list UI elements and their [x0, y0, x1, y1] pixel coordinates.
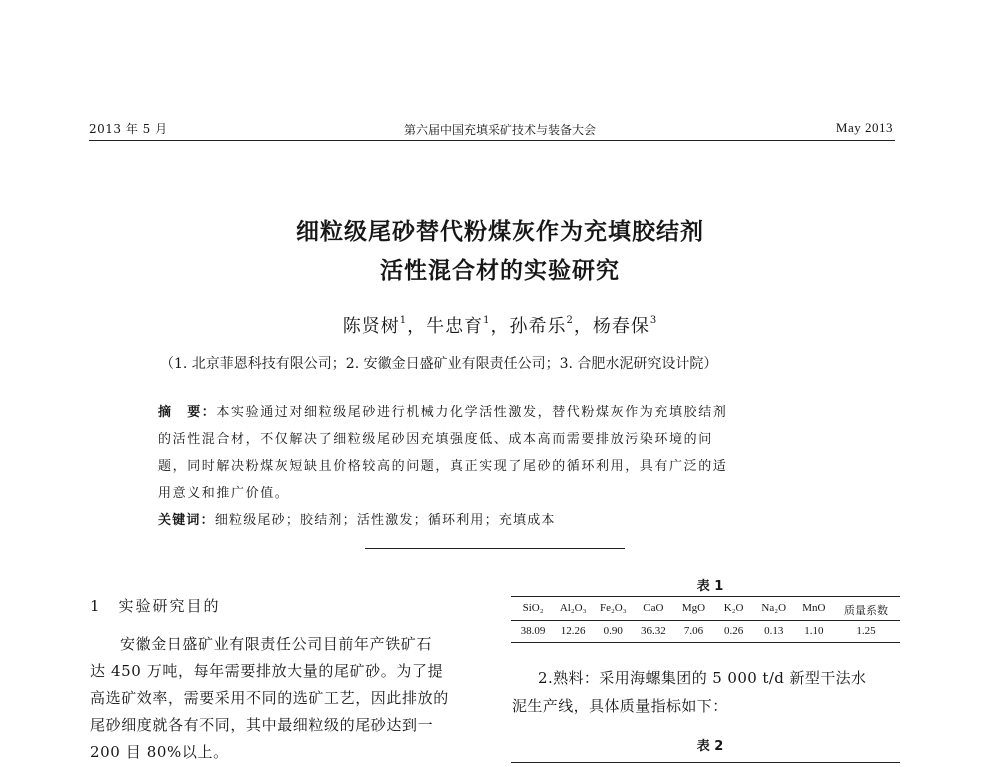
abstract-text: 本实验通过对细粒级尾砂进行机械力化学活性激发，替代粉煤灰作为充填胶结剂	[216, 405, 728, 420]
table1-value-cell: 7.06	[683, 625, 704, 637]
body-text-line: 安徽金日盛矿业有限责任公司目前年产铁矿石	[120, 635, 433, 653]
table1-header-cell: CaO	[643, 602, 664, 614]
author-name: 孙希乐	[509, 316, 567, 337]
body-text-line: 达 450 万吨，每年需要排放大量的尾矿砂。为了提	[90, 662, 444, 680]
table1-header-cell: MgO	[681, 602, 706, 614]
table1-value-cell: 0.13	[764, 625, 784, 637]
table1-header-cell: Fe₂O₃	[599, 602, 627, 614]
keywords-line	[158, 509, 556, 528]
table1-caption: 表 1	[696, 579, 724, 594]
table1-value-cell: 38.09	[520, 625, 546, 637]
abstract-separator	[365, 548, 625, 549]
body-text-line: 2.熟料：采用海螺集团的 5 000 t/d 新型干法水	[538, 669, 867, 687]
author-name: 杨春保	[592, 316, 650, 337]
author-list: 陈贤树$^1$，牛忠育$^1$，孙希乐$^2$，杨春保$^3$	[342, 315, 658, 337]
keywords-text: 细粒级尾砂；胶结剂；活性激发；循环利用；充填成本	[214, 513, 556, 528]
abstract-line	[158, 401, 727, 420]
author-affil-mark: 1	[483, 315, 491, 326]
table1-header-cell: MnO	[802, 602, 826, 614]
table1-value-cell: 36.32	[641, 625, 666, 637]
running-header-date-en: May 2013	[835, 120, 893, 135]
author-affil-mark: 2	[566, 315, 574, 326]
table2-top-rule	[511, 762, 900, 763]
keywords-label: 关键词：	[158, 513, 215, 528]
abstract-line: 题，同时解决粉煤灰短缺且价格较高的问题，真正实现了尾砂的循环利用，具有广泛的适	[158, 459, 728, 474]
table1-value-row	[513, 625, 898, 637]
running-header-conference: 第六届中国充填采矿技术与装备大会	[403, 123, 596, 137]
body-text-line: 泥生产线，具体质量指标如下：	[512, 697, 728, 715]
table1-value-cell: 1.25	[856, 625, 876, 637]
table1-mid-rule	[511, 620, 900, 621]
abstract-label: 摘 要：	[158, 405, 217, 420]
author-affil-mark: 1	[399, 315, 408, 326]
body-text-line: 尾砂细度就各有不同，其中最细粒级的尾砂达到一	[90, 716, 434, 734]
paper-title-line2: 活性混合材的实验研究	[380, 258, 620, 284]
table1-top-rule	[511, 596, 900, 597]
author-affil-mark: 3	[649, 315, 658, 326]
abstract-line: 用意义和推广价值。	[158, 486, 290, 501]
table1-header-row	[513, 602, 898, 618]
table2-caption: 表 2	[696, 739, 724, 754]
author-name: 牛忠育	[426, 316, 484, 337]
running-header-date: 2013 年 5 月	[89, 122, 168, 136]
table1-value-cell: 0.26	[723, 625, 744, 637]
section-heading: 1 实验研究目的	[90, 597, 221, 615]
header-rule	[89, 140, 895, 141]
table1-value-cell: 0.90	[603, 625, 623, 637]
table1-header-cell: 质量系数	[843, 605, 888, 617]
body-text-line: 高选矿效率，需要采用不同的选矿工艺，因此排放的	[90, 689, 449, 707]
body-text-line: 200 目 80%以上。	[90, 743, 229, 761]
table1-header-cell: Na₂O	[761, 602, 787, 614]
abstract-line: 的活性混合材，不仅解决了细粒级尾砂因充填强度低、成本高而需要排放污染环境的问	[158, 432, 713, 447]
table1-bottom-rule	[511, 642, 900, 643]
table1-header-cell: K₂O	[723, 602, 744, 614]
author-name: 陈贤树	[342, 316, 400, 337]
paper-title-line1: 细粒级尾砂替代粉煤灰作为充填胶结剂	[296, 219, 704, 245]
table1-value-cell: 12.26	[560, 625, 586, 637]
affiliations: （1. 北京菲恩科技有限公司；2. 安徽金日盛矿业有限责任公司；3. 合肥水泥研究设计院）	[160, 356, 718, 372]
table1-header-cell: SiO₂	[522, 602, 544, 614]
table1-value-cell: 1.10	[804, 625, 824, 637]
table1-header-cell: Al₂O₃	[559, 602, 587, 614]
